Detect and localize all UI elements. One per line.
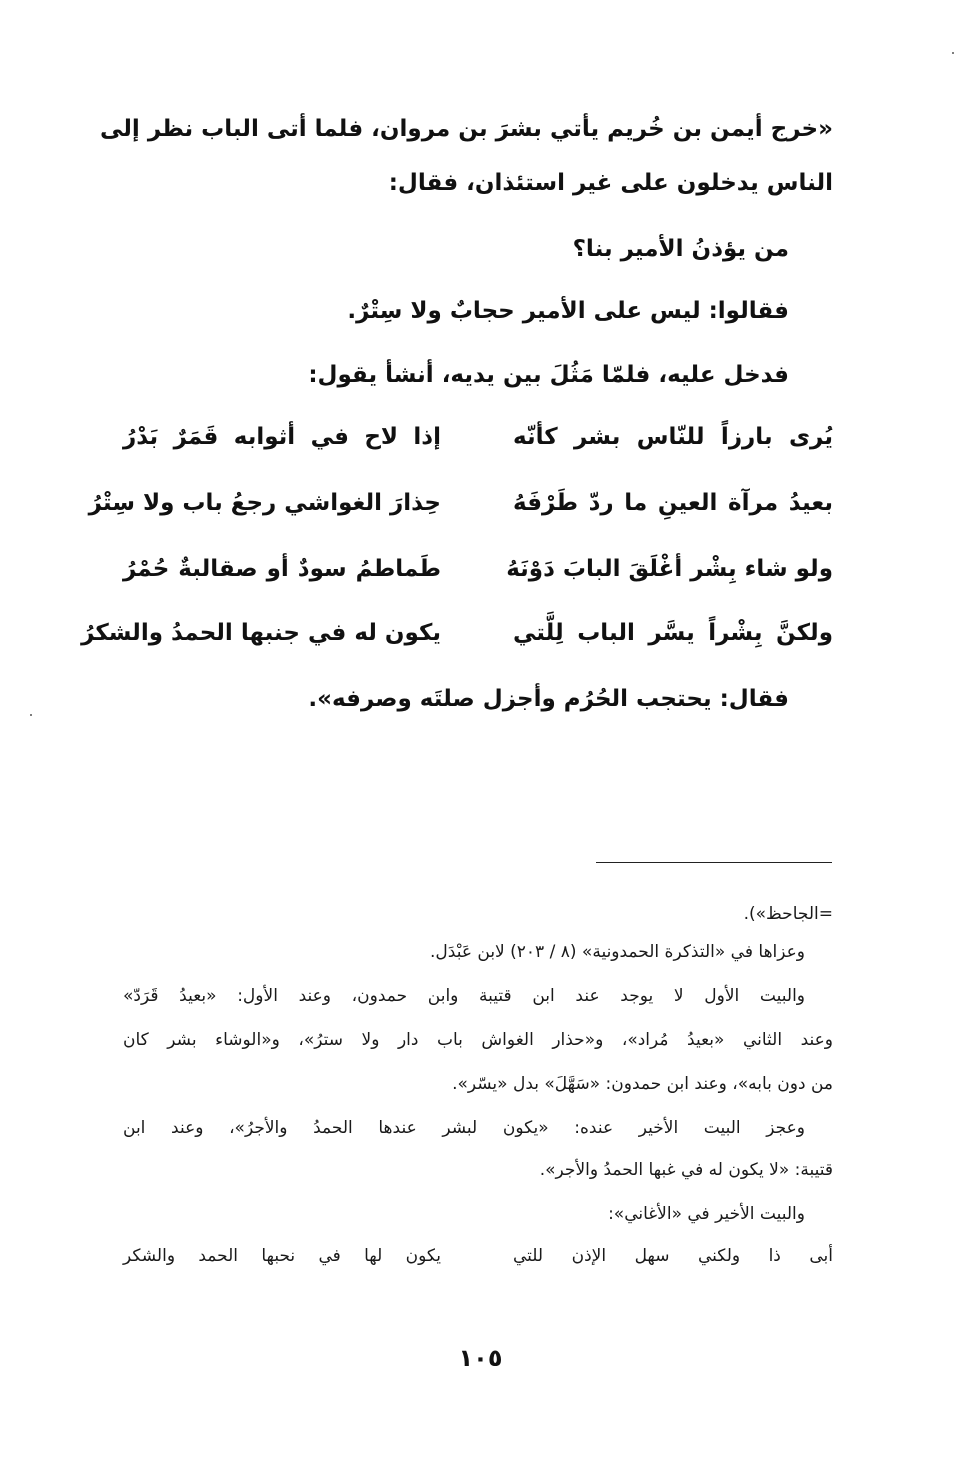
- footnote-line: وعجز البيت الأخير عنده: «يكون لبشر عندها الحمدُ والأجرُ»، وعند ابن: [123, 1118, 805, 1138]
- verse-first-hemistich: بعيدُ مرآة العينِ ما ردّ طَرْفَهُ: [513, 490, 833, 516]
- footnote-separator: [596, 862, 832, 863]
- verse-first-hemistich: يُرى بارزاً للنّاس بشر كأنّه: [513, 424, 833, 450]
- body-paragraph-line: الناس يدخلون على غير استئذان، فقال:: [388, 170, 833, 196]
- body-paragraph: فدخل عليه، فلمّا مَثُلَ بين يديه، أنشأ يقول:: [308, 362, 789, 388]
- footnote-line: والبيت الأول لا يوجد عند ابن قتيبة وابن حمدون، وعند الأول: «بعيدُ قَرَدّ»: [123, 986, 805, 1006]
- body-paragraph: فقال: يحتجب الحُرُم وأجزل صلتَه وصرفه».: [308, 686, 789, 712]
- body-paragraph: من يؤذنُ الأمير بنا؟: [572, 236, 789, 262]
- poem-verse: [81, 620, 833, 656]
- verse-first-hemistich: ولكنَّ بِشْراً يسَّر الباب لِلَّتي: [513, 620, 833, 646]
- scan-speck: [952, 52, 954, 54]
- verse-second-hemistich: طَماطمُ سودٌ أو صقالبةٌ حُمْرُ: [123, 556, 441, 582]
- footnote-line: قتيبة: «لا يكون له في غبها الحمدُ والأجر».: [539, 1160, 833, 1180]
- page-number: ١٠٥: [458, 1344, 503, 1372]
- verse-second-hemistich: يكون لها في نحبها الحمد والشكر: [123, 1246, 441, 1266]
- footnote-line: والبيت الأخير في «الأغاني»:: [608, 1204, 805, 1224]
- footnote-verse: [123, 1246, 833, 1272]
- poem-verse: [123, 556, 833, 592]
- poem-verse: [123, 424, 833, 460]
- scan-speck: [30, 714, 32, 716]
- body-paragraph: فقالوا: ليس على الأمير حجابٌ ولا سِتْرٌ.: [347, 298, 789, 324]
- verse-second-hemistich: حِذارَ الغواشي رجعُ باب ولا سِتْرُ: [88, 490, 441, 516]
- verse-first-hemistich: أبى ذا ولكني سهل الإذن للتي: [513, 1246, 833, 1266]
- footnote-line: من دون بابه»، وعند ابن حمدون: «سَهَّلَ» بدل «يسّر».: [452, 1074, 833, 1094]
- poem-verse: [88, 490, 833, 526]
- body-paragraph-line: «خرج أيمن بن خُريم يأتي بشرَ بن مروان، فلما أتى الباب نظر إلى: [100, 116, 833, 142]
- footnote-line: وعند الثاني «بعيدُ مُراد»، و«حذار الغواش باب دار ولا سترُ»، و«الوشاء بشر كان: [123, 1030, 833, 1050]
- verse-second-hemistich: إذا لاح في أثوابه قَمَرٌ بَدْرُ: [123, 424, 441, 450]
- footnote-line: =الجاحظ»).: [743, 904, 833, 924]
- verse-second-hemistich: يكون له في جنبها الحمدُ والشكرُ: [81, 620, 441, 646]
- footnote-line: وعزاها في «التذكرة الحمدونية» (٨ / ٢٠٣) لابن عَبْدَل.: [430, 942, 805, 962]
- verse-first-hemistich: ولو شاء بِشْر أغْلَقَ البابَ دَوْنَهُ: [506, 556, 833, 582]
